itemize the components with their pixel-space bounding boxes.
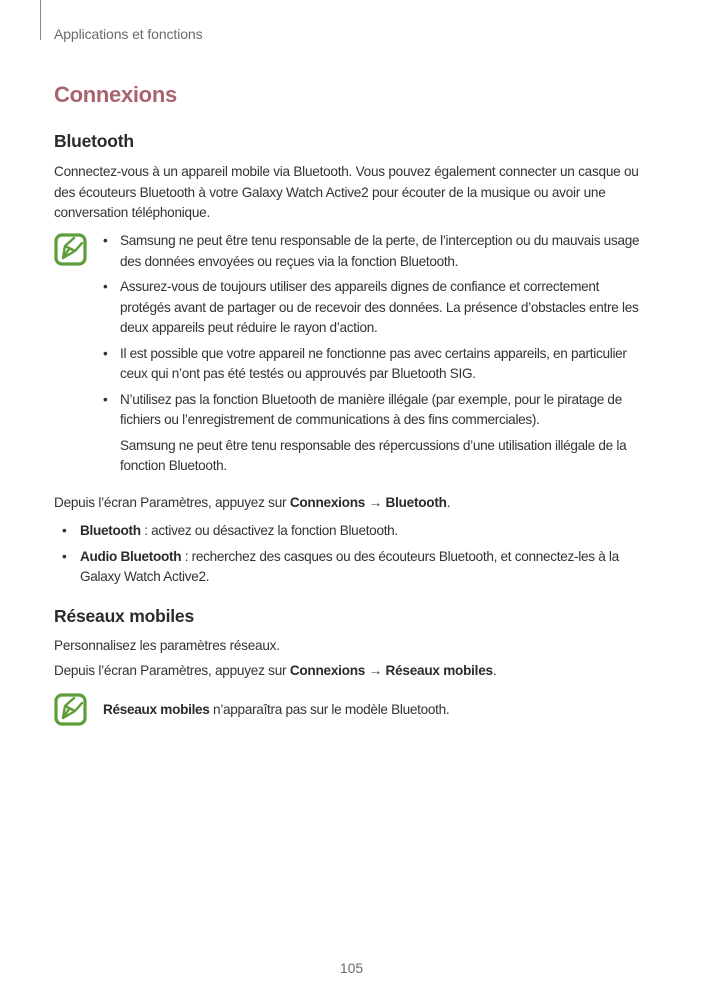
- option-label: Bluetooth: [80, 523, 141, 538]
- path-step-connexions: Connexions: [289, 495, 366, 510]
- note-text: Samsung ne peut être tenu responsable de la perte, de l’interception ou du mauvais usage des données envoyées ou reçues via la fonction Bluetooth.: [120, 233, 640, 269]
- note-text: Il est possible que votre appareil ne fonctionne pas avec certains appareils, en particulier ceux qui n’ont pas été testés ou approuvés par Bluetooth SIG.: [120, 345, 627, 381]
- mobile-networks-note: [103, 702, 449, 717]
- note-pencil-icon: [54, 693, 87, 726]
- bullet: •: [62, 548, 67, 564]
- path-step-reseaux-mobiles: Réseaux mobiles: [385, 663, 493, 678]
- bullet: •: [103, 345, 108, 361]
- bluetooth-intro: Connectez-vous à un appareil mobile via Bluetooth. Vous pouvez également connecter un casque ou des écouteurs Bluetooth à votre Galaxy Watch Active2 pour écouter de la musique ou avoir une conversation téléphonique.: [54, 164, 639, 220]
- option-label: Audio Bluetooth: [80, 548, 182, 564]
- bullet: •: [103, 279, 108, 294]
- path-step-connexions: Connexions: [289, 663, 366, 678]
- option-item: [62, 547, 652, 588]
- running-head: Applications et fonctions: [54, 26, 203, 42]
- note-bold: Réseaux mobiles: [103, 702, 210, 717]
- note-extra-text: Samsung ne peut être tenu responsable des répercussions d’une utilisation illégale de la fonction Bluetooth.: [120, 437, 627, 473]
- note-text: n’apparaîtra pas sur le modèle Bluetooth.: [209, 702, 450, 717]
- mobile-networks-path: [54, 661, 654, 682]
- bullet: •: [103, 391, 108, 407]
- bluetooth-notes: [103, 231, 653, 482]
- option-desc: : activez ou désactivez la fonction Bluetooth.: [140, 523, 398, 538]
- note-pencil-icon: [54, 233, 87, 266]
- path-suffix: .: [492, 663, 497, 678]
- bullet: •: [62, 523, 67, 538]
- bullet: •: [103, 233, 108, 248]
- path-suffix: .: [446, 495, 451, 510]
- note-text: N’utilisez pas la fonction Bluetooth de manière illégale (par exemple, pour le piratage de fichiers ou l’enregistrement de communications à des fins commerciales).: [120, 391, 622, 427]
- bluetooth-options: [62, 521, 652, 593]
- path-arrow: →: [365, 663, 386, 678]
- note-item: [103, 344, 653, 385]
- note-item: [103, 277, 653, 339]
- path-arrow: →: [365, 495, 386, 510]
- header-rule: [40, 0, 41, 40]
- note-item: [103, 231, 653, 272]
- path-step-bluetooth: Bluetooth: [385, 495, 447, 510]
- mobile-networks-heading: Réseaux mobiles: [54, 606, 194, 626]
- note-text: Assurez-vous de toujours utiliser des appareils dignes de confiance et correctement protégés avant de partager ou de recevoir des données. La présence d’obstacles entre les deux appareils peut réduire le rayon d’action.: [120, 279, 639, 335]
- note-item: [103, 390, 653, 477]
- mobile-networks-intro: Personnalisez les paramètres réseaux.: [54, 638, 280, 653]
- bluetooth-heading: Bluetooth: [54, 131, 134, 151]
- option-desc: : recherchez des casques ou des écouteurs Bluetooth, et connectez-les à la Galaxy Watch Active2.: [80, 548, 619, 584]
- option-item: [62, 521, 652, 542]
- chapter-title: Connexions: [54, 82, 177, 107]
- bluetooth-path: [54, 493, 654, 514]
- page-number: 105: [339, 960, 364, 976]
- path-prefix: Depuis l’écran Paramètres, appuyez sur: [54, 663, 290, 678]
- path-prefix: Depuis l’écran Paramètres, appuyez sur: [54, 495, 290, 510]
